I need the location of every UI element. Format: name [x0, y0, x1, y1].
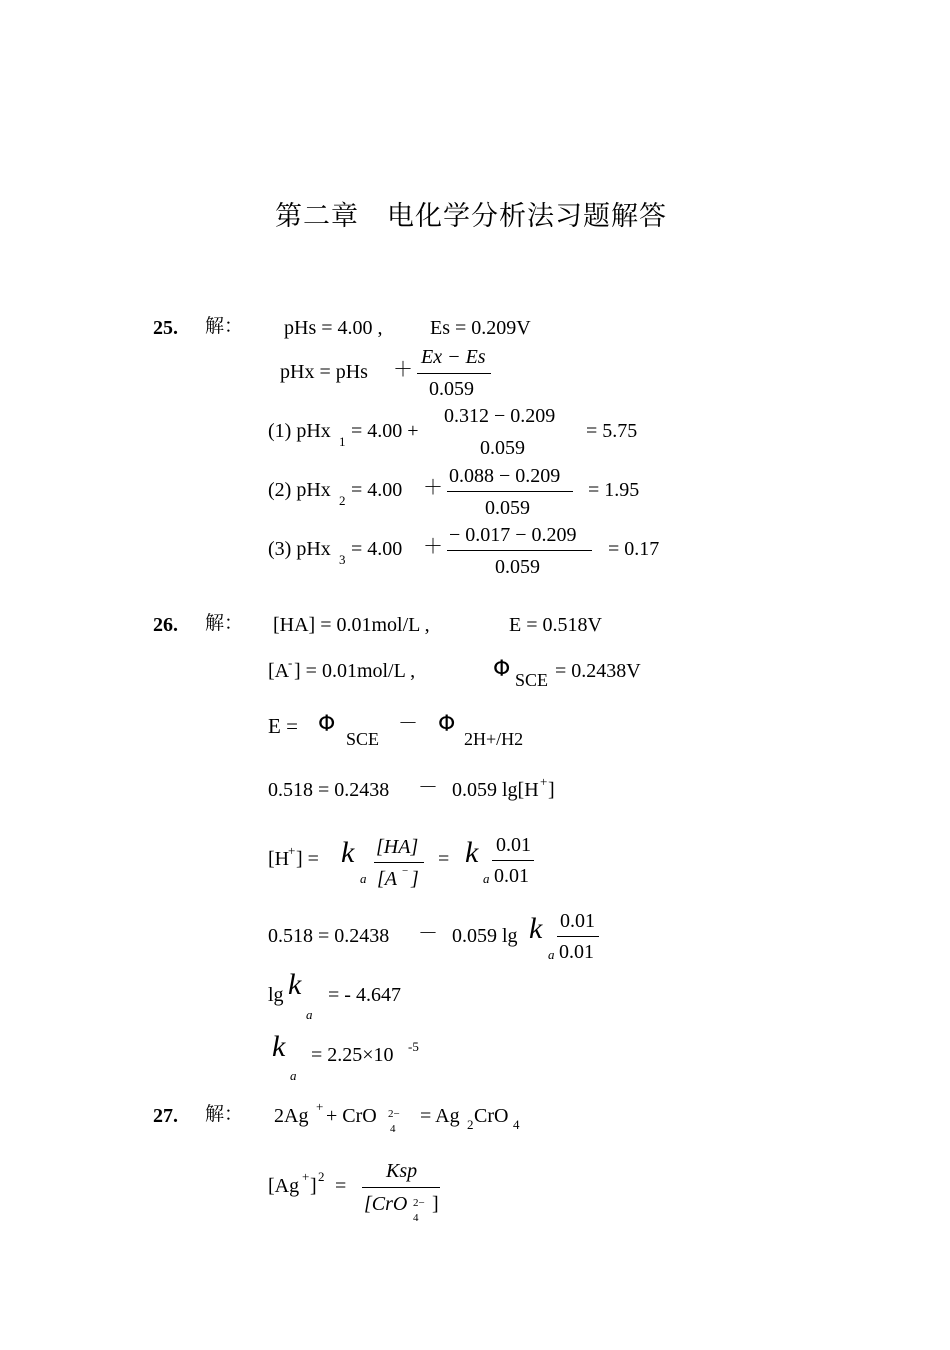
plus-superscript: + — [540, 774, 548, 789]
h-prefix: [H — [268, 848, 290, 870]
fraction-bar — [447, 550, 592, 551]
four-subscript: 4 — [413, 1212, 419, 1224]
case3-numerator: − 0.017 − 0.209 — [449, 524, 577, 546]
lg-result: = - 4.647 — [328, 984, 401, 1006]
phi-sce-value: = 0.2438V — [555, 660, 641, 682]
minus-sign: － — [418, 923, 438, 945]
page-title: 第二章 电化学分析法习题解答 — [275, 201, 667, 232]
fraction-bar — [557, 936, 599, 937]
ka-symbol: k — [272, 1030, 286, 1063]
case3-result: = 0.17 — [608, 538, 660, 560]
fraction-denominator-suffix: ] — [411, 868, 419, 890]
four-subscript: 4 — [390, 1123, 396, 1135]
fraction-denominator-prefix: [CrO — [364, 1193, 408, 1215]
case2-numerator: 0.088 − 0.209 — [449, 465, 561, 487]
phi-symbol: Φ — [318, 712, 336, 737]
case1-numerator: 0.312 − 0.209 — [444, 405, 556, 427]
lg-label: lg — [268, 984, 284, 1006]
fraction-bar — [374, 862, 424, 863]
ka-subscript: a — [548, 947, 555, 962]
plus-sign: ＋ — [393, 359, 413, 381]
h2-subscript: 2H+/H2 — [464, 729, 524, 749]
ka-symbol: k — [288, 968, 302, 1001]
case3-denominator: 0.059 — [495, 556, 540, 578]
reaction-product: = Ag — [420, 1105, 460, 1127]
equation-right: 0.059 lg — [452, 925, 518, 947]
charge-superscript: 2− — [388, 1108, 400, 1120]
fraction-bar — [492, 860, 534, 861]
plus-sign: ＋ — [423, 477, 443, 499]
case2-mid: = 4.00 — [351, 479, 403, 501]
ka-symbol: k — [529, 912, 543, 945]
sce-subscript: SCE — [515, 670, 549, 690]
plus-sign: ＋ — [423, 536, 443, 558]
h-equals: ] = — [296, 848, 319, 870]
case2-result: = 1.95 — [588, 479, 640, 501]
equation-left: 0.518 = 0.2438 — [268, 925, 390, 947]
ka-subscript: a — [483, 871, 490, 886]
case3-subscript: 3 — [339, 552, 346, 567]
equation-right: 0.059 lg[H — [452, 779, 539, 801]
reaction-cro: + CrO — [326, 1105, 377, 1127]
ka-subscript: a — [360, 871, 367, 886]
equals-sign: = — [335, 1175, 347, 1197]
phi-symbol: Φ — [493, 657, 511, 682]
case3-prefix: (3) pHx — [268, 538, 331, 560]
plus-superscript: + — [288, 843, 296, 858]
ka-symbol: k — [465, 836, 479, 869]
problem-number: 26. — [153, 614, 178, 636]
case1-subscript: 1 — [339, 434, 346, 449]
case2-prefix: (2) pHx — [268, 479, 331, 501]
plus-superscript: + — [316, 1099, 324, 1114]
fraction-denominator-prefix: [A — [377, 868, 397, 890]
charge-superscript: 2− — [413, 1197, 425, 1209]
fraction-numerator: Ksp — [386, 1160, 418, 1182]
a-minus-value: ] = 0.01mol/L , — [294, 660, 416, 682]
problem-number: 27. — [153, 1105, 178, 1127]
fraction-numerator: 0.01 — [560, 910, 595, 932]
minus-sign: － — [398, 713, 418, 735]
fraction-denominator: 0.059 — [429, 378, 474, 400]
phi-symbol: Φ — [438, 712, 456, 737]
reaction-ag: 2Ag — [274, 1105, 309, 1127]
case1-denominator: 0.059 — [480, 437, 525, 459]
fraction-numerator: Ex − Es — [421, 346, 486, 368]
ka-result: = 2.25×10 — [311, 1044, 394, 1066]
ka-subscript: a — [306, 1007, 313, 1022]
close-bracket: ] — [548, 779, 555, 801]
ka-result-exponent: -5 — [408, 1039, 419, 1054]
solution-label: 解： — [205, 612, 244, 634]
ka-subscript: a — [290, 1068, 297, 1083]
given-e: E = 0.518V — [509, 614, 602, 636]
fraction-denominator: 0.01 — [559, 941, 594, 963]
four-subscript: 4 — [513, 1117, 520, 1132]
ka-symbol: k — [341, 836, 355, 869]
plus-superscript: + — [302, 1169, 310, 1184]
solution-label: 解： — [205, 315, 244, 337]
fraction-bar — [362, 1187, 440, 1188]
solution-label: 解： — [205, 1103, 244, 1125]
a-minus-prefix: [A — [268, 660, 290, 682]
fraction-denominator-superscript: − — [402, 865, 409, 877]
case3-mid: = 4.00 — [351, 538, 403, 560]
minus-sign: － — [418, 777, 438, 799]
fraction-bar — [447, 491, 573, 492]
case1-prefix: (1) pHx — [268, 420, 331, 442]
ag-prefix: [Ag — [268, 1175, 300, 1197]
fraction-numerator: [HA] — [376, 836, 419, 858]
formula-lhs: pHx = pHs — [280, 361, 368, 383]
ag-close: ] — [310, 1175, 317, 1197]
a-minus-superscript: - — [288, 655, 293, 670]
given-es: Es = 0.209V — [430, 317, 531, 339]
given-ha: [HA] = 0.01mol/L , — [273, 614, 430, 636]
sce-subscript: SCE — [346, 729, 380, 749]
case1-mid: = 4.00 + — [351, 420, 419, 442]
fraction-numerator: 0.01 — [496, 834, 531, 856]
case1-result: = 5.75 — [586, 420, 638, 442]
fraction-denominator: 0.01 — [494, 865, 529, 887]
e-equals: E = — [268, 714, 298, 738]
problem-number: 25. — [153, 317, 178, 339]
fraction-bar — [417, 373, 491, 374]
reaction-product-cro: CrO — [474, 1105, 509, 1127]
fraction-denominator-suffix: ] — [432, 1193, 439, 1215]
case2-subscript: 2 — [339, 493, 346, 508]
square-superscript: 2 — [318, 1169, 325, 1184]
given-phs: pHs = 4.00 , — [284, 317, 383, 339]
case2-denominator: 0.059 — [485, 497, 530, 519]
two-subscript: 2 — [467, 1117, 474, 1132]
equation-left: 0.518 = 0.2438 — [268, 779, 390, 801]
equals-sign: = — [438, 848, 450, 870]
